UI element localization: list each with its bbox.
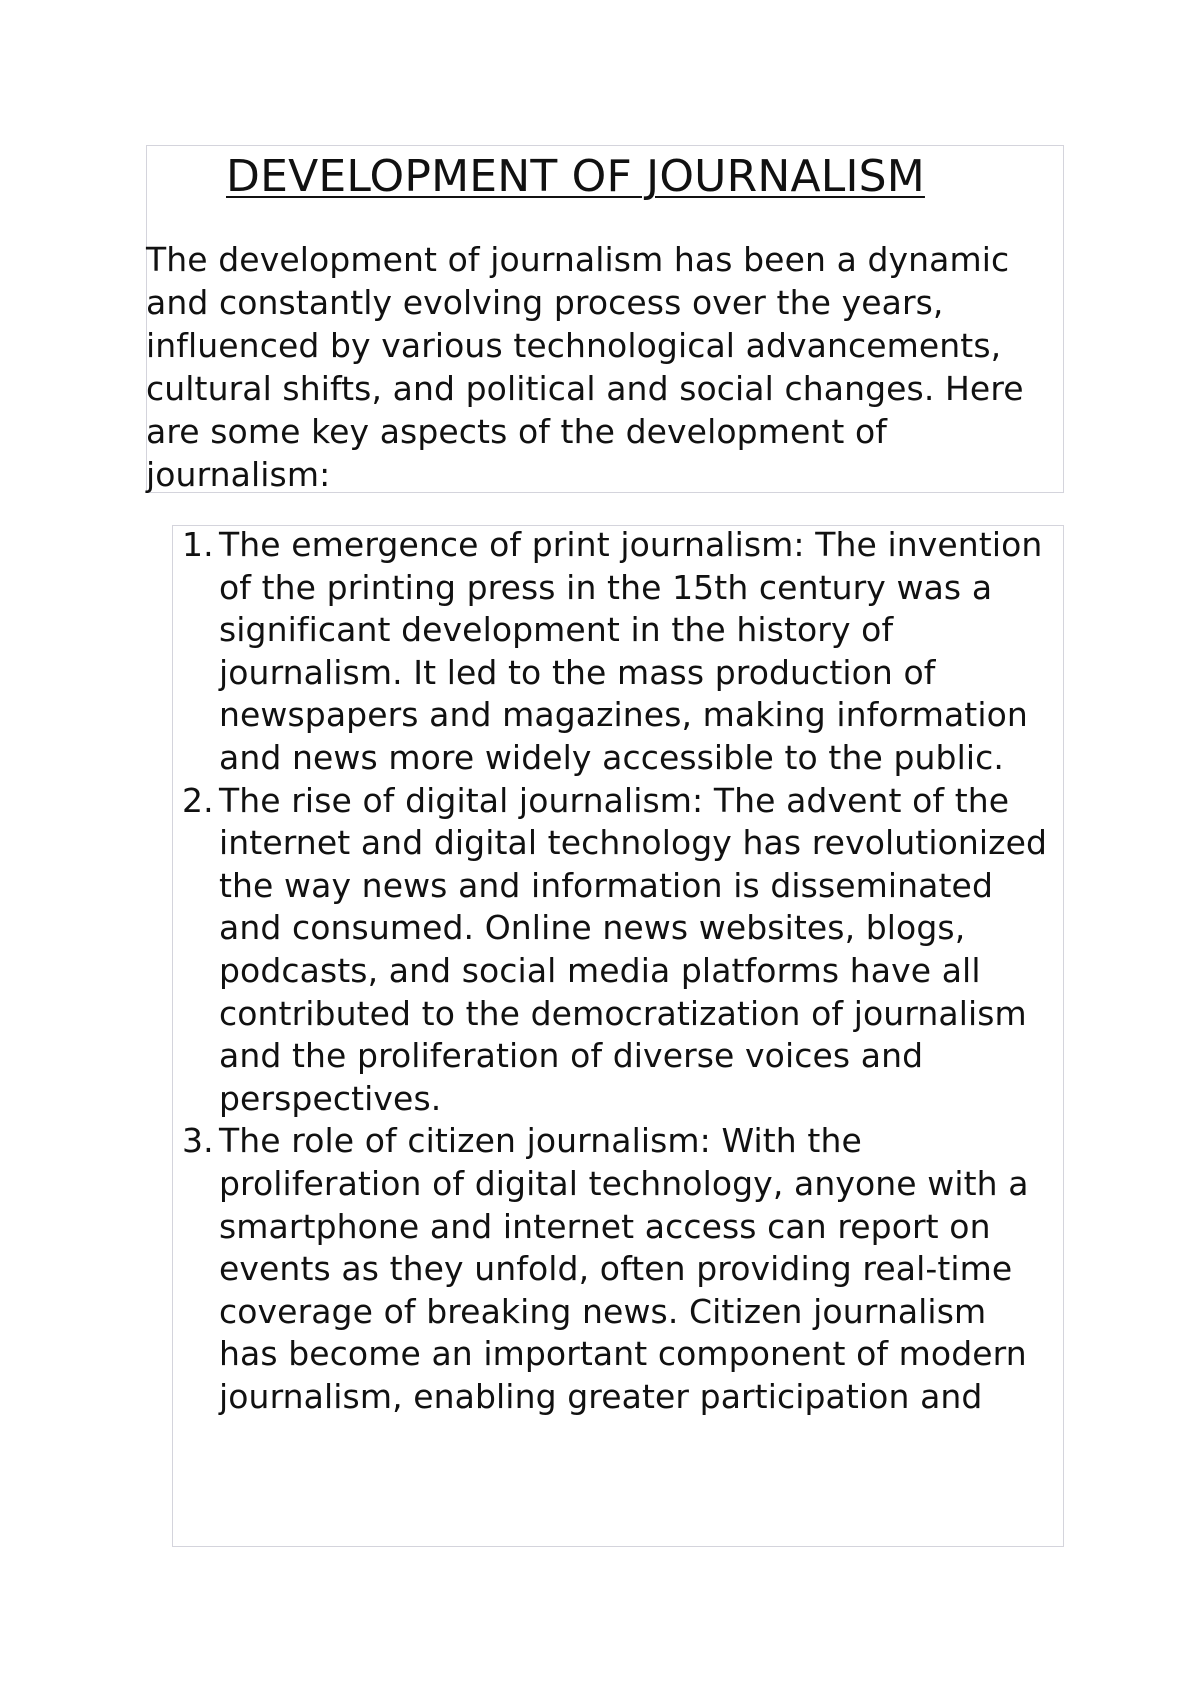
intro-paragraph: The development of journalism has been a dynamic and constantly evolving process over the years, influenced by various technological advancements, cultural shifts, and political and social changes. Here are some key aspects of the development of journalism: bbox=[146, 240, 1024, 494]
list-item-number: 3. bbox=[182, 1121, 214, 1161]
list-item-text: The role of citizen journalism: With the proliferation of digital technology, anyone with a smartphone and internet access can report on events as they unfold, often providing real-time coverage of breaking news. Citizen journalism has become an important component of modern journalism, enabling greater participation and bbox=[219, 1121, 1029, 1416]
document-title: DEVELOPMENT OF JOURNALISM bbox=[226, 151, 925, 202]
list-item-text: The emergence of print journalism: The invention of the printing press in the 15th century was a significant development in the history of journalism. It led to the mass production of newspapers and magazines, making information and news more widely accessible to the public. bbox=[219, 525, 1043, 777]
list-item bbox=[172, 780, 1064, 1121]
aspects-list bbox=[172, 524, 1064, 1418]
list-item-number: 2. bbox=[182, 780, 214, 820]
list-item-text: The rise of digital journalism: The advent of the internet and digital technology has revolutionized the way news and information is disseminated and consumed. Online news websites, blogs, podcasts, and social media platforms have all contributed to the democratization of journalism and the proliferation of diverse voices and perspectives. bbox=[219, 780, 1048, 1118]
list-item-number: 1. bbox=[182, 525, 214, 564]
list-item bbox=[172, 1120, 1064, 1418]
list-item bbox=[172, 524, 1064, 780]
